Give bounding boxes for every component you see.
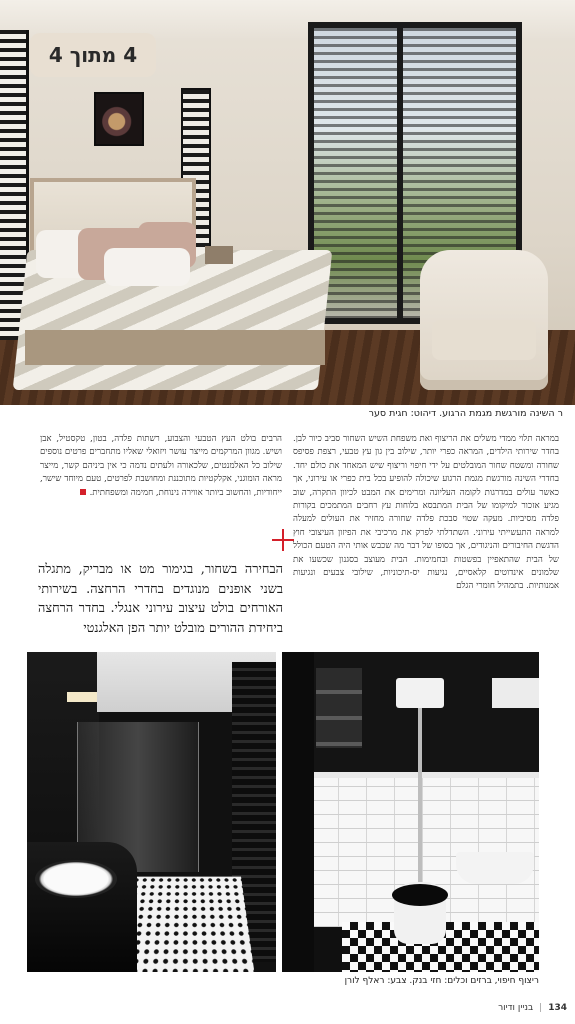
end-mark-icon: [80, 489, 86, 495]
page-footer: [498, 1003, 567, 1013]
nightstand: [205, 246, 233, 264]
page-number: 134: [548, 1003, 567, 1013]
pillow: [104, 248, 190, 286]
flush-pipe: [418, 708, 422, 898]
bottom-photos-caption: ריצוף חיפוי, ברזים וכלים: חזי בנק. צבע: ראלף לורן: [344, 976, 539, 986]
article-column-left-text: הרבים בולט העץ הטבעי והצבוע, רשתות פלדה, בטון, טקסטיל, אבן ושיש. מגוון המרקמים מייצר עושר ויזואלי שאליו מתחברים פרטים נוספים שילוב כל האלמנטים, שלכאורה ולעתים נדמה כי אין ביניהם קשר, מייצר מראה הומוגני, אקלקטיות מתוכננת ומחושבת לפרטים, טעם מיוחד שישר, ייחודיות, והחשוב ביותר אווירה נינוחת, חמימה ומשפחתית.: [40, 434, 282, 498]
page-count-badge: 4 מתוך 4: [30, 33, 156, 77]
wall-frames: [316, 668, 362, 748]
tile-rail: [282, 772, 539, 778]
article-column-left: [40, 433, 282, 519]
article-column-right: במראה תלוי ממדי משלים את הריצוף ואת משפחת השיש השחור סביב כיור לבן. בחדר שירותי הילדים, המראה כפרי יותר, שילוב בין גון עץ טבעי, רצפת פסיפס שחורה ומשטח שחור המובלטים על ידי חיפוי וריצוף שיש המאחד את כולם יחד. בחדרי השינה מורגשת מגמת הרגוע שיכולה להופיע בכל בית כפרי או עירוני, אך כאשר עולים במדרגות לקומה העליונה ומרימים את המבט לכיוון התקרה, שוב מגיע אזכור למיקומו של הבית המתבסא בלוחות עץ רחבים המתמכים בקורות פלדה מסיביות. מעקה שטוי סבכת פלדה שחורה מחזיר את העולים למעלה למראה התעשייתי עירוני. השתדלתי לפרק את מרכיבי את הפיזון העיצובי חוץ הדגשת החיבורים והניגודים, אך בסופו של דבר מה שכבש אותי היה הטעם הכולל של הבית שהתאפיין בפשטות ובחמימות. הבית מעוצב בסגנון שכשעו את שלמונים אינדוטים קלאסיים, נגיעות יס-תיכוניות, שילובי צבעים ונגיעות אמנותיות. בתמהיל חומרי הגלם: [293, 434, 559, 592]
bed-frame: [25, 330, 325, 365]
wall-sink: [456, 852, 534, 884]
pull-quote: הבחירה בשחור, בגימור מט או מבריק, מתגלה בשני אופנים מנוגדים בחדרי הרחצה. בשירותי האורחים בולט עיצוב עירוני אנגלי. בחדר הרחצה ביחידת ההורים מובלט יותר הפן האלגנטי: [38, 562, 283, 636]
reflected-tank: [492, 678, 539, 708]
wall-painting: [94, 92, 144, 146]
footer-separator: |: [539, 1003, 543, 1013]
magazine-name: בניין ודיור: [498, 1003, 534, 1013]
black-door: [282, 652, 314, 972]
ceiling-light: [67, 692, 97, 702]
high-tank: [396, 678, 444, 708]
top-photo-caption: ר השינה מורגשת מגמת הרגוע. דיהוט: חגית סער: [368, 408, 563, 419]
white-sink: [35, 860, 117, 898]
mosaic-floor: [120, 877, 255, 972]
plus-icon: [272, 529, 294, 551]
armchair-seat: [432, 320, 536, 360]
window-divider: [397, 22, 403, 324]
guest-toilet-photo: [282, 652, 539, 972]
toilet-seat: [392, 884, 448, 906]
master-bathroom-photo: [27, 652, 276, 972]
